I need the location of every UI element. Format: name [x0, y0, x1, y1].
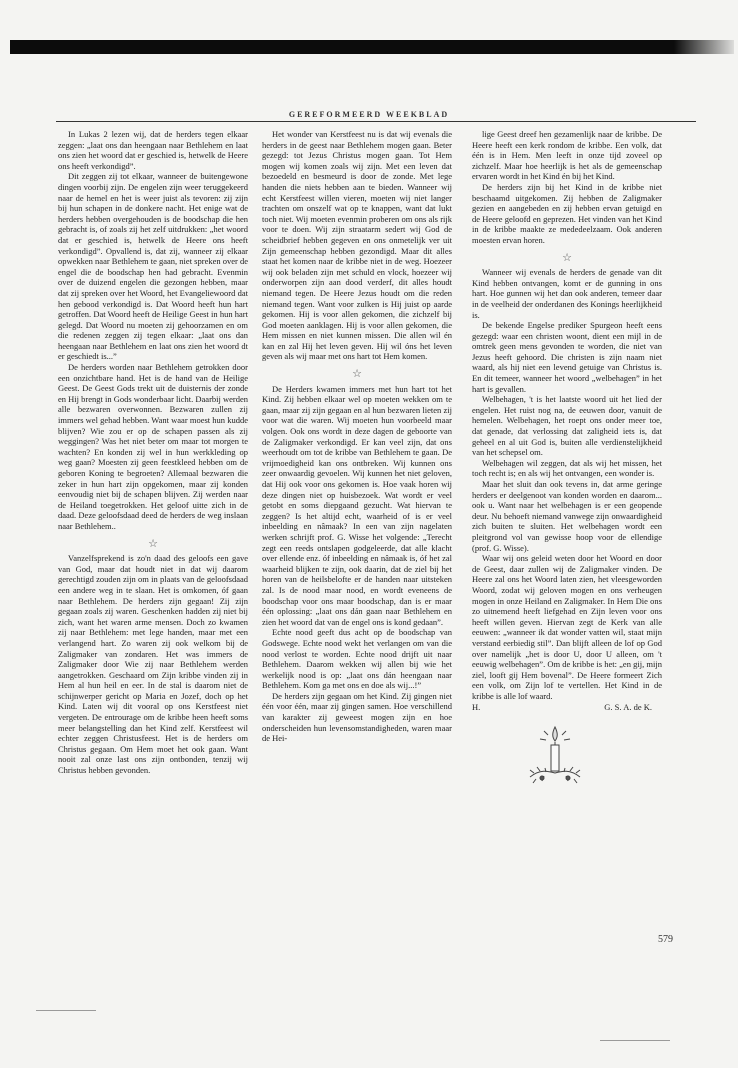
- paragraph: De bekende Engelse prediker Spurgeon heeft eens gezegd: waar een christen woont, dient een mijl in de omtrek geen mens gevonden te worden, die niet van Jezus heeft gehoord. Die christen is zijn naam niet waard, als hij niet een levend getuige van Christus is. En dit temeer, wanneer het woord „welbehagen” in het hart is gevallen.: [472, 320, 662, 394]
- scan-top-bar: [10, 40, 734, 54]
- paragraph: Maar het sluit dan ook tevens in, dat arme geringe herders er deelgenoot van konden worden en daarom... ook u. Want naar het welbehagen is er een geopende deur. Nu behoeft niemand vanwege zijn onwaardigheid zich buiten te sluiten. Het welbehagen wordt een pleitgrond vol van gewisse hoop voor de ellendige (prof. G. Wisse).: [472, 479, 662, 553]
- header-rule: [56, 121, 696, 122]
- paragraph: Wanneer wij evenals de herders de genade van dit Kind hebben ontvangen, komt er de gunning in ons hart. Hoe gunnen wij het dan ook anderen, temeer daar in de veelheid der onderdanen des Konings heerlijkheid is.: [472, 267, 662, 320]
- paragraph: lige Geest dreef hen gezamenlijk naar de kribbe. De Heere heeft een kerk rondom de kribbe. Een volk, dat één is in Hem. Men leeft in onze tijd zoveel op zichzelf. Maar hoe heerlijk is het als de gemeenschap ervaren wordt in het Kind én bij het Kind.: [472, 129, 662, 182]
- candle-illustration-icon: [522, 723, 588, 787]
- paragraph: De herders zijn bij het Kind in de kribbe niet beschaamd uitgekomen. Zij hebben de Zaligmaker gezien en aangebeden en zij hebben ervan getuigd en de Heere geloofd en geprezen. Het vinden van het Kind in de kribbe maakte ze mededeelzaam. Ook anderen moesten ervan horen.: [472, 181, 662, 245]
- paragraph: Het wonder van Kerstfeest nu is dat wij evenals die herders in de geest naar Bethlehem mogen gaan. Beter gezegd: tot Jezus Christus mogen gaan. Tot Hem mogen wij komen zoals wij zijn. Met een leven dat bezoedeld en besmeurd is door de zonde. Met lege handen die niets hebben aan te bieden. Wanneer wij echt Kerstfeest willen vieren, moeten wij niet langer trachten om onszelf wat op te knappen, want dat lukt toch niet. Wij moeten evenmin proberen om ons als rijk voor te doen. Wij zijn straatarm sedert wij God de scheidbrief hebben gegeven en ons onmetelijk ver uit Zijn gemeenschap hebben gezondigd. Maar dit alles staat het komen naar de kribbe niet in de weg. Hoezeer wij ook beladen zijn met schuld en vlock, hoezeer wij onderworpen zijn aan dood verderf, dit alles houdt niemand tegen. De Heere Jezus houdt om die reden niemand tegen. Want voor zulken is Hij juist op aarde gekomen. Hij is voor allen gekomen, die zichzelf bij God moeten aanklagen. Hij is voor allen gekomen, die Hem missen en niet kunnen missen. Die allen wil én kan en zal Hij het leven geven. Hij wil óns het leven geven als wij maar met ons hart tot Hem komen.: [262, 129, 452, 362]
- signature: [472, 702, 662, 713]
- signature-left: H.: [472, 702, 481, 713]
- page-header: GEREFORMEERD WEEKBLAD: [288, 110, 450, 119]
- paragraph: De Herders kwamen immers met hun hart tot het Kind. Zij hebben elkaar wel op moeten wekken om te gaan, maar zij zijn gegaan en al hun bezwaren lieten zij voor wat die waren. Wij moeten hun voorbeeld maar volgen. Ook ons wordt in deze dagen de geboorte van de Zaligmaker verkondigd. Er kan veel zijn, dat ons weerhoudt om tot de kribbe van Bethlehem te gaan. De vrijmoedigheid kan ons ontbreken. Wij kunnen ons zeer onwaardig gevoelen. Wij kunnen het niet geloven, dat Hij ook voor ons gekomen is. Hoe vaak horen wij deze dingen niet op huisbezoek. Wat wordt er veel getobt en soms diepgaand gezucht. Wat hiervan te zeggen? Is het altijd echt, waarheid of is er veel inbeelding en nâmaak? In een van zijn nagelaten werken schrijft prof. G. Wisse het volgende: „Terecht zegt een reeds ontslapen godgeleerde, dat alle klacht over ellende enz. óf inbeelding en nâmaak is, óf het zal waarheid blijken te zijn, ook daarin, dat de ziel bij het horen van de heilsbelofte er de handen naar uitsteken zal. Is de nood maar nood, en wordt eveneens de boodschap voor ons maar boodschap, dan is er maar één oplossing: „laat ons dán gaan naar Bethlehem en zien het woord dat van de engel ons is kond gedaan”.: [262, 383, 452, 627]
- star-divider-icon: ☆: [352, 368, 362, 381]
- scan-edge-line: [600, 1040, 670, 1041]
- paragraph: Echte nood geeft dus acht op de boodschap van Godswege. Echte nood wekt het verlangen om van die nood verlost te worden. Echte nood drijft uit naar Bethlehem. Daarom wekken wij allen bij wie het werkelijk nood is op: „laat ons dán heengaan naar Bethlehem. Kom ga met ons en doe als wij...!”: [262, 627, 452, 691]
- scan-edge-line: [36, 1010, 96, 1011]
- paragraph: In Lukas 2 lezen wij, dat de herders tegen elkaar zeggen: „laat ons dan heengaan naar Bethlehem en laat ons zien het woord dat er geschied is, hetwelk de Heere ons heeft verkondigd”.: [58, 129, 248, 171]
- paragraph: Dit zeggen zij tot elkaar, wanneer de buitengewone dingen voorbij zijn. De engelen zijn weer teruggekeerd naar de hemel en het is weer juist als tevoren: zij zijn bij hun schapen in de donkere nacht. Het enige wat de herders hebben overgehouden is de boodschap die hen gebracht is, of zoals zij het zelf uitdrukken: „het woord dat er geschied is, hetwelk de Heere ons heeft verkondigd”. Opvallend is, dat zij, wanneer zij elkaar opwekken naar Bethlehem te gaan, niet spreken over de engel die de boodschap hen had gebracht. Evenmin over de duizend engelen die gezongen hebben, maar dat zij spreken over het Woord, het Evangeliewoord dat hen gebood verkondigd is. Dat Woord heeft hun hart getroffen. Dat Woord heeft de Heilige Geest in hun hart gelegd. Dat Woord nu moeten zij gehoorzamen en om die redenen zeggen zij tegen elkaar: „laat ons dan heengaan naar Bethlehem en laat ons zien het woord dt er geschiedt is...”: [58, 171, 248, 362]
- paragraph: De herders zijn gegaan om het Kind. Zij gingen niet één voor één, maar zij gingen samen. Hoe verschillend van karakter zij geweest mogen zijn en hoe onderscheiden hun levensomstandigheden, waren maar de Hei-: [262, 690, 452, 744]
- star-divider-icon: ☆: [562, 251, 572, 264]
- paragraph: Waar wij ons geleid weten door het Woord en door de Geest, daar zullen wij de Zaligmaker vinden. De Heere zal ons het Woord laten zien, het vleesgeworden Woord, zodat wij geloven mogen en ons verheugen mogen in onze Heiland en Zaligmaker. In Hem Die ons zo uitnemend heeft liefgehad en Zijn leven voor ons heeft willen geven. Hiervan zegt de Kerk van alle eeuwen: „wanneer ik dat wonder vatten wil, staat mijn verstand eerbiedig stil”. Dan blijft alleen de lof op God over namelijk „het is door U, door U alleen, om 't eeuwig welbehagen”. Om de kribbe is het: „en gij, mijn ziel, looft gij Hem bovenal”. De Heere formeert Zich een volk, om Zijn lof te vertellen. Het Kind in de kribbe is alle lof waard.: [472, 553, 662, 701]
- signature-right: G. S. A. de K.: [604, 702, 652, 713]
- paragraph: Welbehagen wil zeggen, dat als wij het missen, het toch recht is; en als wij het ontvangen, een wonder is.: [472, 457, 662, 479]
- paragraph: Vanzelfsprekend is zo'n daad des geloofs een gave van God, maar dat houdt niet in dat wij daarom gerechtigd zouden zijn om in plaats van de geloofsdaad een andere weg in te slaan. Het is omkomen, óf gaan naar Bethlehem. De herders zijn gegaan! Zij zijn gegaan zoals zij waren. Geschenken hadden zij niet bij zich, want het waren arme mensen. Doch zo kwamen zij naar Bethlehem: met lege handen, maar met een verlangend hart. Zo waren zij ook welkom bij de Zaligmaker van zondaren. Het was immers de Zaligmaker door Wie zij naar Bethlehem werden aangetrokken. Geschaard om Zijn kribbe vinden zij in Hem al hun heil en eer. In de stal is daarom niet de schijnwerper gericht op Maria en Jozef, doch op het Kind. Laten wij dit vooral op ons Kerstfeest niet vergeten. De entrourage om de kribbe heen heeft soms meer belangstelling dan het Kind zelf. Kerstfeest wil echter zeggen Christusfeest. Het is de herders om Christus gegaan. Om Hem moet het ook gaan. Want nooit zal onze last ons zijn ontbonden, tenzij wij Christus hebben gevonden.: [58, 553, 248, 776]
- page-number: 579: [658, 934, 673, 945]
- paragraph: Welbehagen, 't is het laatste woord uit het lied der engelen. Het ruist nog na, de eeuwen door, vanuit de hemelen. Welbehagen, het roept ons onder meer toe, dat genade, dat verlossing dat zaligheid iets is, dat geheel en al uit God is, buiten alle verdienstelijkheid van het schepsel om.: [472, 394, 662, 458]
- star-divider-icon: ☆: [148, 537, 158, 550]
- paragraph: De herders worden naar Bethlehem getrokken door een onzichtbare hand. Het is de hand van de Heilige Geest. De Geest Gods trekt uit de duisternis der zonde en Hij brengt in Gods wonderbaar licht. Daarbij werden alle bezwaren overwonnen. Bezwaren zullen zij immers wel gehad hebben. Want waar moest hun kudde blijven? Wie zou er op de schapen passen als zij weggingen? Was het niet beter om maar tot morgen te wachten? En konden zij wel in hun werkkleding op weg gaan? Moesten zij geen feestkleed hebben om de geboren Koning te begroeten? Allemaal bezwaren die zeker in hun hart zijn opgekomen, maar zij konden eenvoudig niet bij de schapen blijven. Zij werden naar de Heiland toegetrokken. Het geloof uitte zich in de daad. Deze geloofsdaad deed de herders de weg inslaan naar Bethlehem..: [58, 362, 249, 531]
- column-1: [58, 129, 248, 776]
- column-2: [262, 129, 452, 744]
- column-3: [472, 129, 662, 787]
